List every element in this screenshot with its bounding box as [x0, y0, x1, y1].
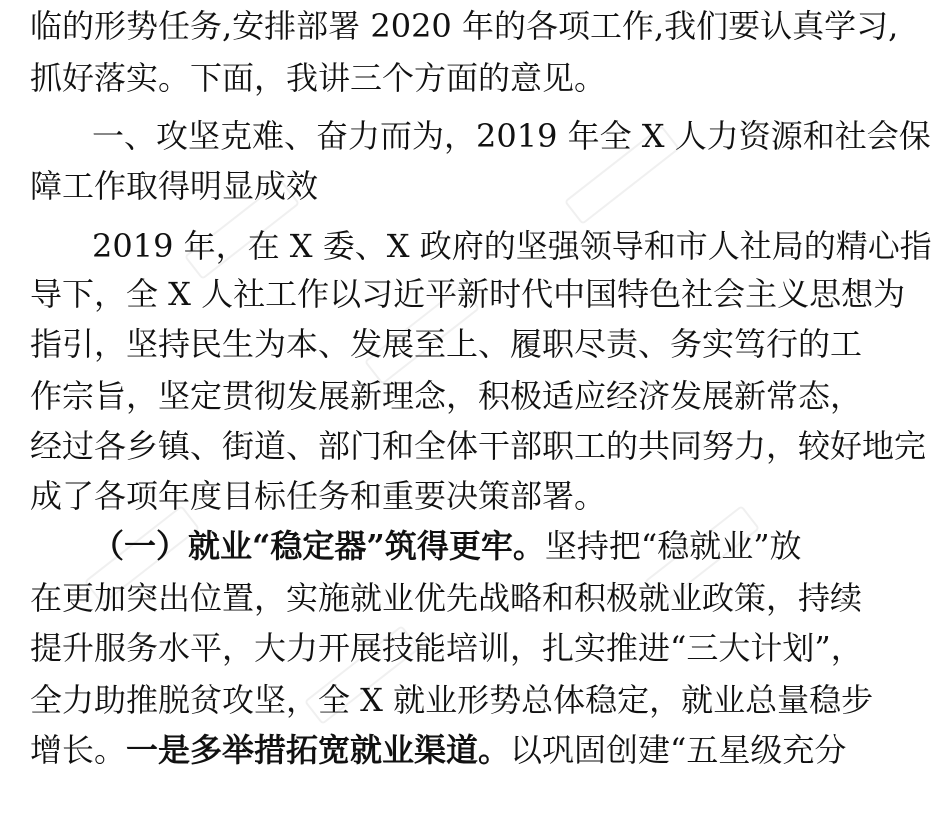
line-text: 提升服务水平，大力开展技能培训，扎实推进“三大计划”， [30, 629, 863, 667]
point-heading: 一是多举措拓宽就业渠道。 [126, 731, 511, 769]
paragraph-line [0, 318, 863, 370]
subsection-line [0, 520, 892, 572]
line-text: 抓好落实。下面，我讲三个方面的意见。 [30, 59, 607, 97]
line-text: 作宗旨，坚定贯彻发展新理念，积极适应经济发展新常态， [30, 377, 863, 415]
line-text: 成了各项年度目标任务和重要决策部署。 [30, 477, 607, 515]
paragraph-line [0, 622, 863, 674]
paragraph-line [0, 470, 830, 522]
paragraph-line [0, 420, 927, 472]
line-text: 指引，坚持民生为本、发展至上、履职尽责、务实笃行的工 [30, 325, 863, 363]
line-text: 坚持把“稳就业”放 [544, 527, 802, 565]
line-text: 2019 年，在 X 委、X 政府的坚强领导和市人社局的精心指 [92, 227, 932, 265]
paragraph-line [0, 268, 906, 320]
section-heading [0, 110, 931, 162]
paragraph-line [0, 220, 932, 272]
line-text: 增长。 [30, 731, 127, 769]
line-text: 以巩固创建“五星级充分 [510, 731, 847, 769]
paragraph-line [0, 572, 863, 624]
paragraph-line [0, 0, 899, 52]
line-text: 在更加突出位置，实施就业优先战略和积极就业政策，持续 [30, 579, 863, 617]
heading-text: 障工作取得明显成效 [30, 167, 319, 205]
line-text: 经过各乡镇、街道、部门和全体干部职工的共同努力，较好地完 [30, 427, 927, 465]
subsection-heading: （一）就业“稳定器”筑得更牢。 [92, 527, 545, 565]
line-text: 导下，全 X 人社工作以习近平新时代中国特色社会主义思想为 [30, 275, 906, 313]
paragraph-line [0, 724, 847, 776]
section-heading [0, 160, 830, 212]
paragraph-line [0, 52, 830, 104]
paragraph-line [0, 370, 863, 422]
paragraph-line [0, 674, 874, 726]
heading-text: 一、攻坚克难、奋力而为，2019 年全 X 人力资源和社会保 [92, 117, 931, 155]
line-text: 临的形势任务,安排部署 2020 年的各项工作,我们要认真学习, [30, 7, 899, 45]
paragraph-line [0, 776, 830, 828]
line-text: 全力助推脱贫攻坚，全 X 就业形势总体稳定，就业总量稳步 [30, 681, 874, 719]
